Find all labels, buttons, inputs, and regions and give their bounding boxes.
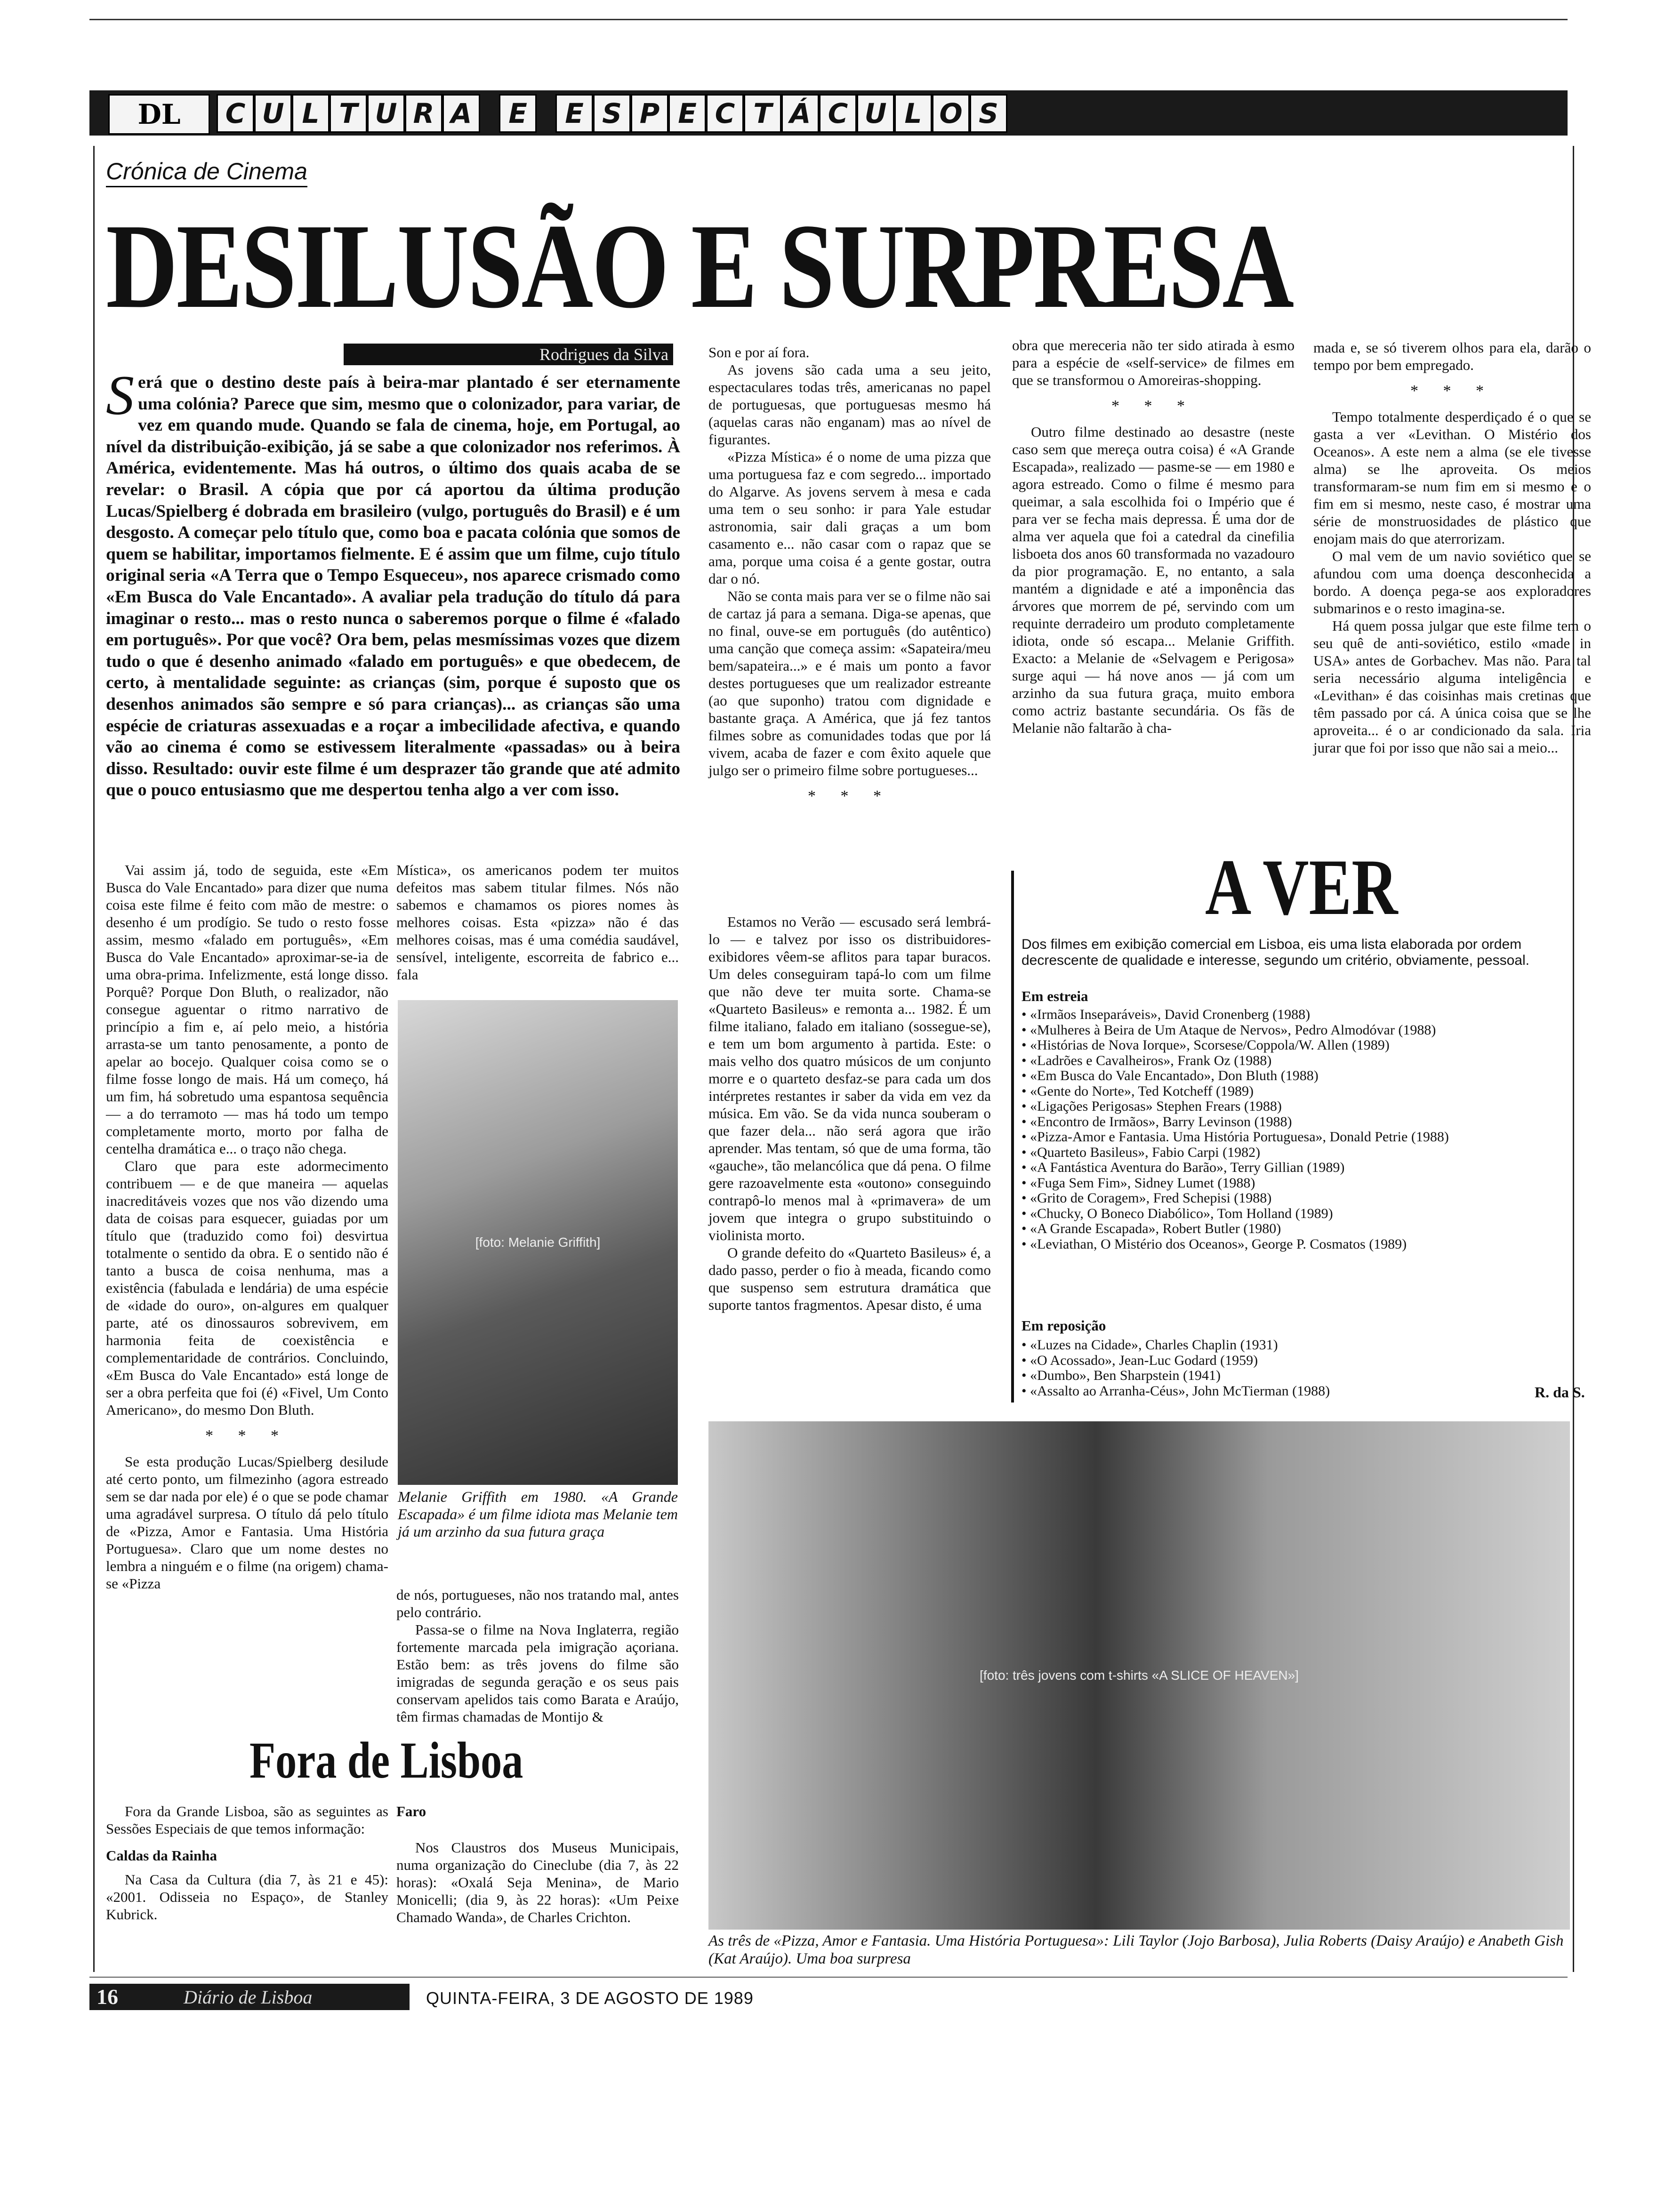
section-letter: U	[254, 94, 292, 133]
a-ver-signature: R. da S.	[1535, 1384, 1585, 1401]
column-5	[1313, 339, 1591, 756]
section-letter: Á	[781, 94, 819, 133]
a-ver-list-reposicao	[1022, 1338, 1483, 1399]
list-item: • «Encontro de Irmãos», Barry Levinson (1988)	[1022, 1114, 1577, 1130]
list-item: • «Assalto ao Arranha-Céus», John McTierman (1988)	[1022, 1384, 1483, 1399]
paragraph: O mal vem de um navio soviético que se afundou com uma doença desconhecida a bordo. A doença pega-se aos exploradores submarinos e o resto imagina-se.	[1313, 548, 1591, 617]
paragraph: Estamos no Verão — escusado será lembrá-lo — e talvez por isso os distribuidores-exibidores vêem-se aflitos para tapar buracos. Um deles conseguiram tapá-lo com um filme que não deve ter muita sorte. Chama-se «Quarteto Basileus» e remonta a... 1982. É um filme italiano, falado em italiano (sossegue-se), e tem um bom argumento à partida. Este: o mais velho dos quatro músicos de um conjunto morre e o quarteto desfaz-se para cada um dos intérpretes restantes ir saber da vida em vez da música. Em vão. Se da vida nunca souberam o que fazer dela... não será agora que irão aprender. Mas tentam, só que de uma forma, tão «gauche», tão melancólica que dá pena. O filme gere razoavelmente esta «outono» conseguindo contrapô-lo menos mal à «primavera» de um jovem que integra o grupo substituindo o violinista morto.	[708, 914, 991, 1243]
list-item: • «Mulheres à Beira de Um Ataque de Nervos», Pedro Almodóvar (1988)	[1022, 1023, 1577, 1038]
column-1	[106, 861, 388, 1592]
section-letter: A	[442, 94, 480, 133]
section-stars: * * *	[1410, 382, 1494, 400]
section-letter: P	[631, 94, 668, 133]
list-item: • «Pizza-Amor e Fantasia. Uma História Portuguesa», Donald Petrie (1988)	[1022, 1130, 1577, 1145]
section-letter: U	[857, 94, 894, 133]
photo-melanie-griffith	[398, 1000, 678, 1485]
photo-caption: As três de «Pizza, Amor e Fantasia. Uma História Portuguesa»: Lili Taylor (Jojo Barbosa), Julia Roberts (Daisy Araújo) e Anabeth Gish (Kat Araújo). Uma boa surpresa	[708, 1932, 1564, 1967]
issue-date: QUINTA-FEIRA, 3 DE AGOSTO DE 1989	[426, 1988, 754, 2008]
a-ver-title: A VER	[1205, 843, 1398, 931]
section-stars: * * *	[808, 787, 892, 805]
list-item: • «Dumbo», Ben Sharpstein (1941)	[1022, 1368, 1483, 1384]
list-item: • «Ladrões e Cavalheiros», Frank Oz (1988)	[1022, 1053, 1577, 1069]
section-letter: C	[819, 94, 857, 133]
section-letter: S	[970, 94, 1007, 133]
photo-three-actresses	[708, 1421, 1570, 1930]
paragraph: Na Casa da Cultura (dia 7, às 21 e 45): «2001. Odisseia no Espaço», de Stanley Kubrick.	[106, 1871, 388, 1923]
section-letter: E	[555, 94, 593, 133]
list-item: • «Luzes na Cidade», Charles Chaplin (1931)	[1022, 1338, 1483, 1353]
section-letter: T	[330, 94, 367, 133]
lead-paragraph	[106, 364, 680, 801]
a-ver-section-estreia: Em estreia	[1022, 988, 1088, 1004]
section-stars: * * *	[1111, 397, 1195, 415]
paragraph: Nos Claustros dos Museus Municipais, numa organização do Cineclube (dia 7, às 22 horas): «Oxalá Seja Menina», de Mario Monicelli; (dia 9, às 22 horas): «Um Peixe Chamado Wanda», de Charles Crichton.	[396, 1839, 679, 1925]
list-item: • «Em Busca do Vale Encantado», Don Bluth (1988)	[1022, 1068, 1577, 1084]
section-letter: U	[367, 94, 405, 133]
list-item: • «Ligações Perigosas» Stephen Frears (1988)	[1022, 1099, 1577, 1114]
paragraph: Claro que para este adormecimento contribuem — e de que maneira — aquelas inacreditáveis vozes que nos vão dizendo uma data de coisas para esquecer, guiadas por um título que (traduzido como foi) desvirtua totalmente o sentido da obra. E o sentido não é tanto a busca de coisa nenhuma, mas a existência (fabulada e lendária) de uma espécie de «idade do ouro», on-algures em qualquer parte, até os dinossauros sobrevivem, em harmonia feita de coexistência e complementaridade de contrários. Concluindo, «Em Busca do Vale Encantado» está longe de ser a obra perfeita que foi (é) «Fivel, Um Conto Americano», do mesmo Don Bluth.	[106, 1158, 388, 1418]
footer-rule	[89, 1977, 1568, 1978]
paragraph: obra que mereceria não ter sido atirada à esmo para a espécie de «self-service» de filmes em que se transformou o Amoreiras-shopping.	[1012, 337, 1295, 388]
paragraph: As jovens são cada uma a seu jeito, espectaculares todas três, americanas no papel de portuguesas, que portuguesas mesmo há (aquelas caras não enganam) mas ao nível de figurantes.	[708, 361, 991, 448]
paragraph: Vai assim já, todo de seguida, este «Em Busca do Vale Encantado» para dizer que numa coisa este filme é feito com mão de mestre: o desenho é um prodígio. Se tudo o resto fosse assim, mesmo «falado em português», «Em Busca do Vale Encantado» aproximar-se-ia de uma obra-prima. Infelizmente, está longe disso. Porquê? Porque Don Bluth, o realizador, não consegue aguentar o ritmo narrativo de princípio a fim e, aí pelo meio, a história arrasta-se um tanto penosamente, a ponto de apelar ao bocejo. Qualquer coisa como se o filme fosse longo de mais. Há um começo, há um fim, há sobretudo uma espantosa sequência — a do terramoto — mas há todo um tempo completamente morto, morto por falha de centelha dramática e... o traço não chega.	[106, 862, 388, 1157]
list-item: • «A Grande Escapada», Robert Butler (1980)	[1022, 1221, 1577, 1237]
list-item: • «Irmãos Inseparáveis», David Cronenberg (1988)	[1022, 1007, 1577, 1023]
list-item: • «Quarteto Basileus», Fabio Carpi (1982)	[1022, 1145, 1577, 1161]
section-letter: S	[593, 94, 631, 133]
kicker: Crónica de Cinema	[106, 158, 307, 187]
photo-placeholder-label: [foto: Melanie Griffith]	[475, 1235, 601, 1250]
paragraph: Outro filme destinado ao desastre (neste caso sem que mereça outra coisa) é «A Grande Escapada», realizado — pasme-se — em 1980 e agora estreado. Como o filme é mesmo para queimar, a sala escolhida foi o Império que é para ver se fecha mais depressa. É uma dor de alma ver aquela que foi a catedral da cinefilia lisboeta dos anos 60 transformada no vazadouro da pior programação. E, no entanto, a sala mantém a dignidade e até a imponência das árvores que morrem de pé, servindo com um requinte derradeiro um produto completamente idiota, onde só escapa... Melanie Griffith. Exacto: a Melanie de «Selvagem e Perigosa» surge aqui — há nove anos — já com um arzinho da sua futura graça, muito embora como actriz bastante secundária. Os fãs de Melanie não faltarão à cha-	[1012, 424, 1295, 736]
a-ver-list-estreia	[1022, 1007, 1577, 1252]
page-number: 16	[97, 1985, 118, 2009]
column-2-bottom	[396, 1586, 679, 1725]
lead-text: erá que o destino deste país à beira-mar plantado é ser eternamente uma colónia? Parece que sim, mesmo que o colonizador, para variar, de vez em quando mude. Quando se fala de cinema, hoje, em Portugal, ao nível da distribuição-exibição, já se sabe a que colonizador nos referimos. À América, evidentemente. Mas há outros, o último dos quais acaba de se revelar: o Brasil. A cópia que por cá aportou da última produção Lucas/Spielberg é dobrada em brasileiro (vulgo, português do Brasil) e é um desgosto. A começar pelo título que, como boa e pacata colónia que somos de quem se habilitar, importamos fielmente. E é assim que um filme, cujo título original seria «A Terra que o Tempo Esqueceu», nos aparece crismado como «Em Busca do Vale Encantado». A avaliar pela tradução do título dá para imaginar o resto... mas o resto nunca o saberemos porque o filme é «falado em português». Por que você? Ora bem, pelas mesmíssimas vozes que dizem tudo o que é desenho animado «falado em português» e que obedecem, de certo, à mentalidade seguinte: as crianças (sim, porque é suposto que os desenhos animados são sempre e só para crianças)... as crianças são uma espécie de criaturas assexuadas e a roçar a imbecilidade afectiva, e quando vão ao cinema é como se estivessem literalmente «passadas» ou à beira disso. Resultado: ouvir este filme é um desprazer tão grande que até admito que o pouco entusiasmo que me despertou tenha algo a ver com isso.	[106, 373, 680, 800]
fora-column-2	[396, 1803, 679, 1926]
list-item: • «Gente do Norte», Ted Kotcheff (1989)	[1022, 1084, 1577, 1099]
section-letter: L	[292, 94, 330, 133]
list-item: • «Histórias de Nova Iorque», Scorsese/Coppola/W. Allen (1989)	[1022, 1038, 1577, 1053]
column-2	[396, 861, 679, 983]
drop-cap: S	[106, 364, 134, 426]
photo-caption: Melanie Griffith em 1980. «A Grande Escapada» é um filme idiota mas Melanie tem já um arzinho da sua futura graça	[398, 1488, 678, 1540]
column-3	[708, 344, 991, 813]
city-heading: Faro	[396, 1803, 426, 1819]
photo-placeholder-label: [foto: três jovens com t-shirts «A SLICE OF HEAVEN»]	[980, 1668, 1299, 1683]
fora-de-lisboa-title: Fora de Lisboa	[249, 1731, 523, 1789]
list-item: • «Fuga Sem Fim», Sidney Lumet (1988)	[1022, 1176, 1577, 1191]
section-letter: T	[744, 94, 781, 133]
paragraph: Se esta produção Lucas/Spielberg desilude até certo ponto, um filmezinho (agora estreado sem se dar nada por ele) é o que se pode chamar uma agradável surpresa. O título dá pelo título de «Pizza, Amor e Fantasia. Uma História Portuguesa». Claro que um nome destes no lembra a ninguém e o filme (na origem) chama-se «Pizza	[106, 1453, 388, 1592]
section-letter: O	[932, 94, 970, 133]
section-letter: C	[706, 94, 744, 133]
a-ver-intro: Dos filmes em exibição comercial em Lisboa, eis uma lista elaborada por ordem decrescente de qualidade e interesse, segundo um critério, obviamente, pessoal.	[1022, 937, 1529, 968]
paragraph: mada e, se só tiverem olhos para ela, darão o tempo por bem empregado.	[1313, 339, 1591, 373]
paragraph: Son e por aí fora.	[708, 344, 810, 361]
paragraph: de nós, portugueses, não nos tratando mal, antes pelo contrário.	[396, 1587, 679, 1620]
paragraph: Há quem possa julgar que este filme tem o seu quê de anti-soviético, estilo «made in USA» antes de Gorbachev. Mas não. Para tal seria necessário alguma inteligência e «Levithan» é das coisinhas mais cretinas que têm passado por cá. A única coisa que se lhe aproveita... é o ar condicionado da sala. Iria jurar que foi por isso que não sai a meio...	[1313, 617, 1591, 756]
list-item: • «Chucky, O Boneco Diabólico», Tom Holland (1989)	[1022, 1206, 1577, 1222]
newspaper-logo: DL	[108, 94, 210, 135]
headline: DESILUSÃO E SURPRESA	[106, 199, 1293, 333]
column-3-bottom	[708, 913, 991, 1314]
paper-name: Diário de Lisboa	[184, 1987, 313, 2008]
a-ver-rule	[1011, 871, 1014, 1403]
a-ver-section-reposicao: Em reposição	[1022, 1317, 1106, 1334]
list-item: • «O Acossado», Jean-Luc Godard (1959)	[1022, 1353, 1483, 1369]
list-item: • «Leviathan, O Mistério dos Oceanos», George P. Cosmatos (1989)	[1022, 1237, 1577, 1252]
byline: Rodrigues da Silva	[539, 345, 668, 364]
top-rule	[89, 19, 1568, 20]
paragraph: Não se conta mais para ver se o filme não sai de cartaz já para a semana. Diga-se apenas, que no final, ouve-se em português (do autêntico) uma canção que começa assim: «Sapateira/meu bem/sapateira...» e é mais um ponto a favor destes portugueses que um realizador estreante (ao que suponho) tratou com dignidade e bastante graça. A América, que já fez tantos filmes sobre as comunidades todas que por lá vivem, acaba de fazer e com êxito aquele que julgo ser o primeiro filme sobre portugueses...	[708, 588, 991, 778]
list-item: • «Grito de Coragem», Fred Schepisi (1988)	[1022, 1191, 1577, 1206]
section-letter: C	[217, 94, 254, 133]
section-title	[217, 94, 1007, 132]
section-letter: R	[405, 94, 442, 133]
section-letter: E	[668, 94, 706, 133]
section-stars: * * *	[205, 1427, 289, 1444]
column-4	[1012, 337, 1295, 737]
section-letter: L	[894, 94, 932, 133]
paragraph: O grande defeito do «Quarteto Basileus» é, a dado passo, perder o fio à meada, ficando como que suspenso sem estrutura dramática que suporte tantos fragmentos. Apesar disto, é uma	[708, 1244, 991, 1313]
paragraph: Passa-se o filme na Nova Inglaterra, região fortemente marcada pela imigração açoriana. Estão bem: as três jovens do filme são imigradas de segunda geração e os seus pais conservam apelidos tais como Barata e Araújo, têm firmas chamadas de Montijo &	[396, 1621, 679, 1725]
paragraph: «Pizza Mística» é o nome de uma pizza que uma portuguesa faz e com segredo... importado do Algarve. As jovens servem à mesa e cada uma tem o seu sonho: ir para Yale estudar astronomia, sair dali graças a um bom casamento e... não casar com o rapaz que se ama, porque uma coisa é a gente gostar, outra dar o nó.	[708, 449, 991, 587]
city-heading: Caldas da Rainha	[106, 1847, 217, 1864]
section-letter: E	[499, 94, 537, 133]
paragraph: Fora da Grande Lisboa, são as seguintes as Sessões Especiais de que temos informação:	[106, 1803, 388, 1837]
paragraph: Mística», os americanos podem ter muitos defeitos mas sabem titular filmes. Nós não sabemos e chamamos os piores nomes às melhores coisas. Esta «pizza» não é das melhores coisas, mas é uma comédia saudável, sensível, inteligente, escorreita de fabrico e... fala	[396, 862, 679, 983]
list-item: • «A Fantástica Aventura do Barão», Terry Gillian (1989)	[1022, 1160, 1577, 1176]
paragraph: Tempo totalmente desperdiçado é o que se gasta a ver «Levithan. O Mistério dos Oceanos». A este nem a alma (se ele tivesse alma) se lhe aproveita. Os meios transformaram-se num fim em si mesmo e o fim em si mesmo, neste caso, é mostrar uma série de monstruosidades de plástico que enojam mais do que aterrorizam.	[1313, 409, 1591, 547]
fora-column-1	[106, 1803, 388, 1923]
